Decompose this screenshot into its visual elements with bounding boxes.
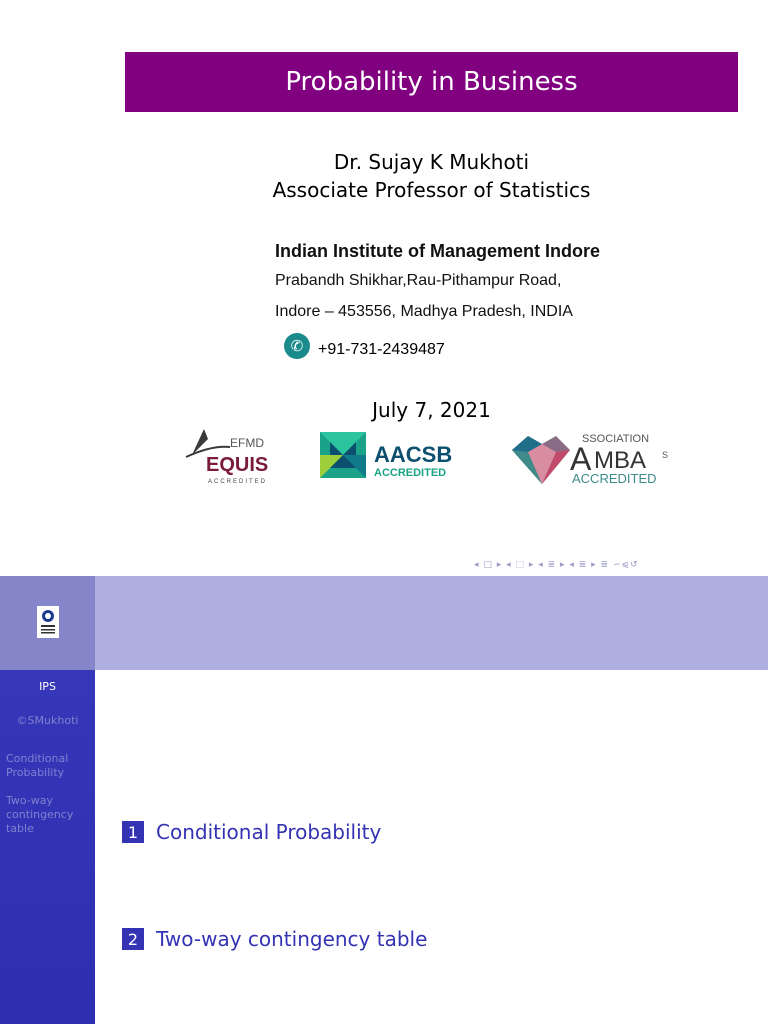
- outline-slide: [0, 576, 768, 1024]
- svg-text:MBA: MBA: [594, 447, 647, 474]
- beamer-navigation-symbols[interactable]: ◂ □ ▸ ◂ ⬚ ▸ ◂ ≣ ▸ ◂ ≣ ▸ ≣ ∽⩿↺: [474, 560, 639, 570]
- toc-entry[interactable]: [122, 927, 427, 951]
- phone-icon: ✆: [284, 333, 310, 359]
- svg-text:EQUIS: EQUIS: [206, 454, 269, 476]
- phone-row: [284, 333, 445, 359]
- sidebar-item-two-way-contingency-table[interactable]: Two-way contingency table: [6, 794, 74, 835]
- sidebar-short-title[interactable]: IPS: [39, 680, 56, 693]
- toc-number: 2: [122, 928, 144, 950]
- author-name: Dr. Sujay K Mukhoti: [333, 150, 530, 174]
- author-role: Associate Professor of Statistics: [272, 178, 591, 202]
- sidebar-item-conditional-probability[interactable]: Conditional Probability: [6, 752, 69, 779]
- slide-title-bar: [125, 52, 738, 112]
- toc-label[interactable]: Conditional Probability: [156, 820, 382, 844]
- logo-box: [0, 576, 95, 670]
- presentation-date: July 7, 2021: [372, 398, 491, 422]
- svg-text:S: S: [662, 450, 669, 460]
- sidebar: [0, 670, 95, 1024]
- toc-entry[interactable]: [122, 820, 381, 844]
- svg-text:ACCREDITED: ACCREDITED: [572, 471, 657, 486]
- svg-text:SSOCIATION: SSOCIATION: [582, 433, 650, 445]
- toc-number: 1: [122, 821, 144, 843]
- svg-text:AACSB: AACSB: [374, 442, 453, 467]
- institute-name: Indian Institute of Management Indore: [275, 241, 601, 261]
- equis-logo: [182, 425, 277, 487]
- phone-number: +91-731-2439487: [318, 341, 445, 358]
- svg-text:ACCREDITED: ACCREDITED: [374, 467, 447, 479]
- slide-title: Probability in Business: [285, 67, 578, 97]
- svg-text:ACCREDITED: ACCREDITED: [208, 479, 268, 485]
- frame-header: [95, 576, 768, 670]
- svg-text:EFMD: EFMD: [230, 436, 264, 450]
- amba-logo: [510, 430, 675, 488]
- aacsb-logo: [320, 432, 460, 480]
- address-line-1: Prabandh Shikhar,Rau-Pithampur Road,: [275, 272, 562, 289]
- address-line-2: Indore – 453556, Madhya Pradesh, INDIA: [275, 303, 573, 320]
- sidebar-author[interactable]: ©SMukhoti: [16, 714, 79, 727]
- toc-label[interactable]: Two-way contingency table: [156, 927, 428, 951]
- svg-text:A: A: [570, 441, 592, 477]
- iim-logo-icon: [37, 606, 59, 638]
